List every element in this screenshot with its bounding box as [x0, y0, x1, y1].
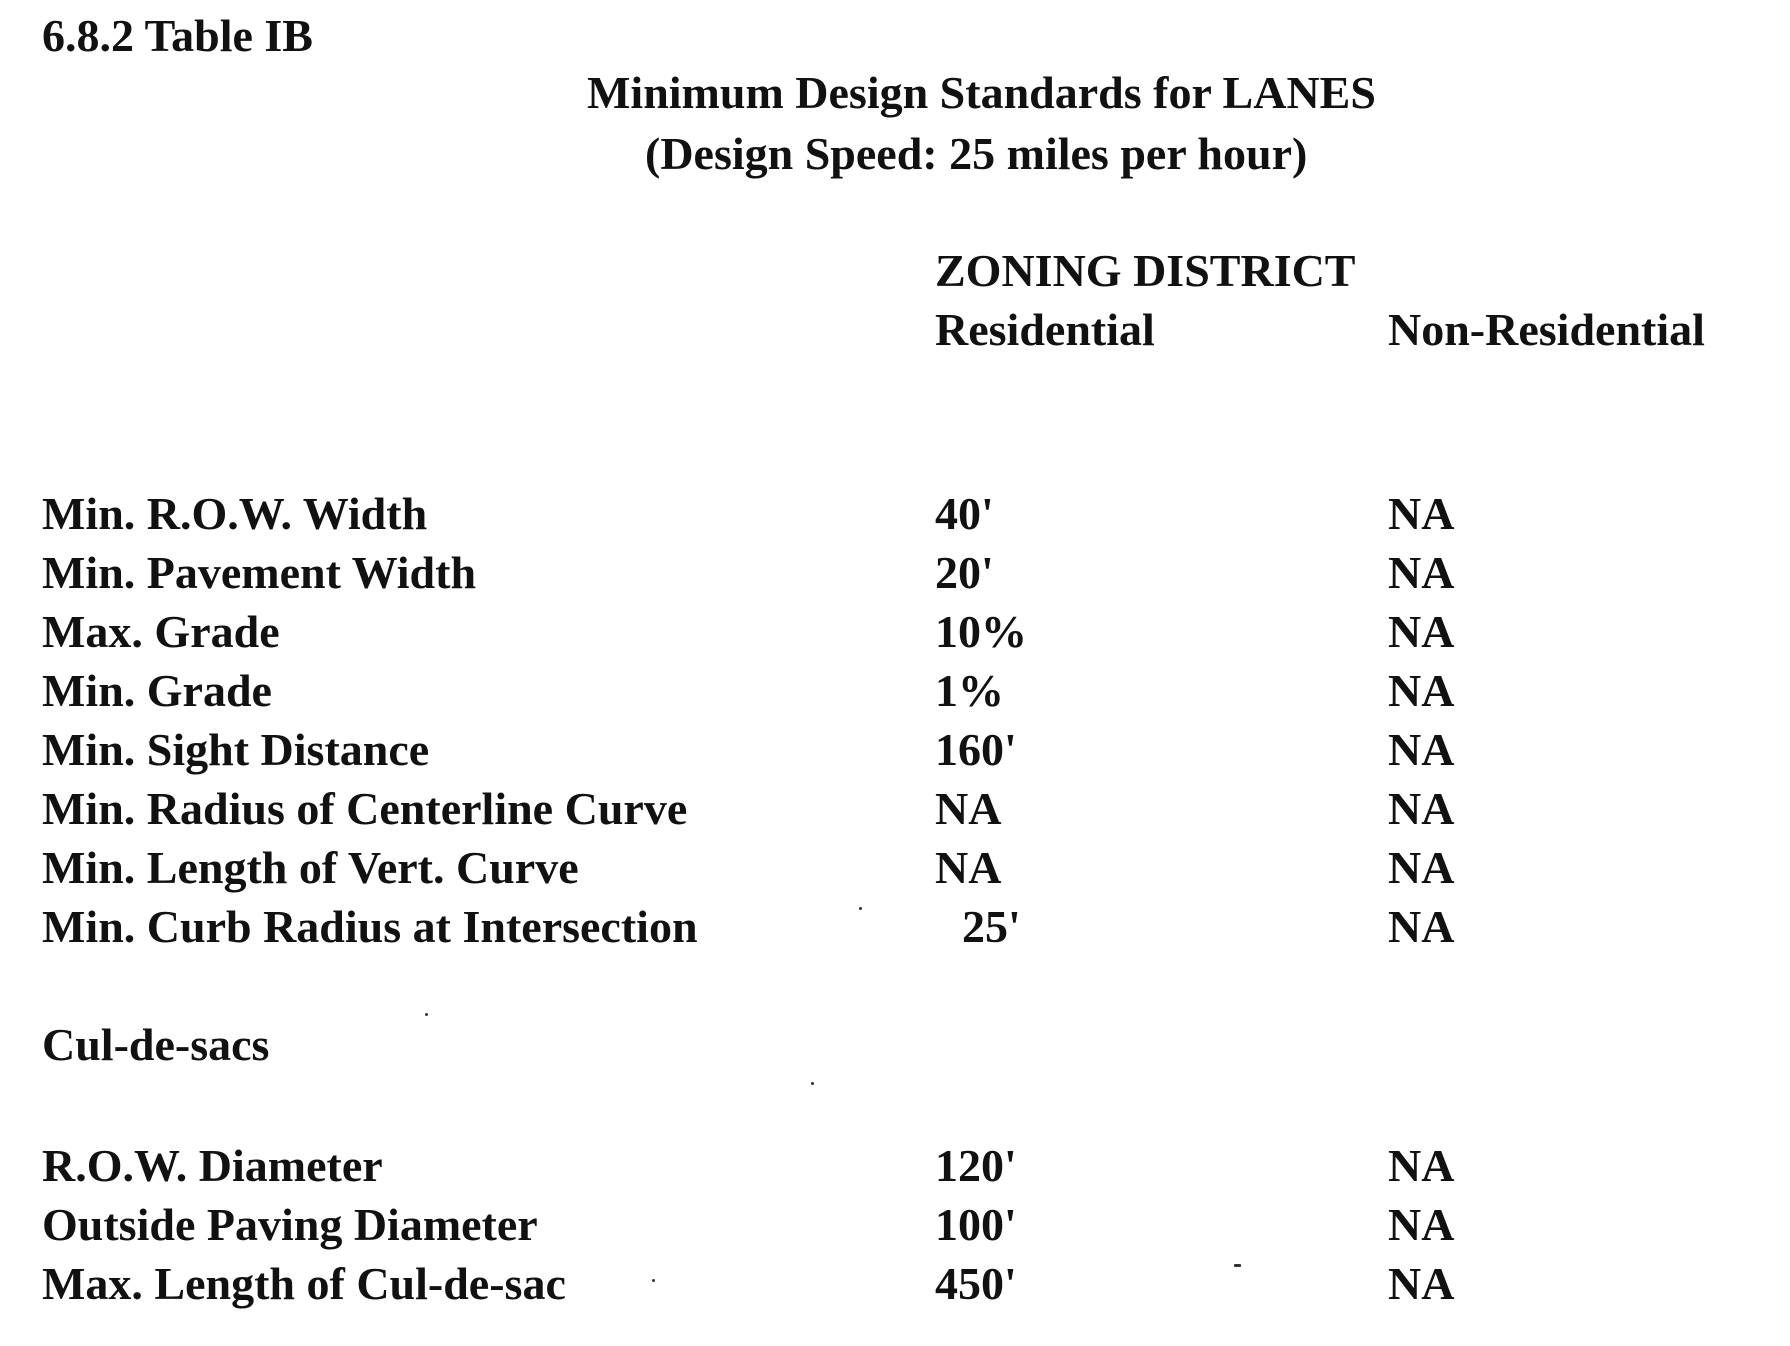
table-subtitle: (Design Speed: 25 miles per hour)	[645, 128, 1308, 179]
row-label: Min. Radius of Centerline Curve	[42, 783, 688, 834]
row-residential-value: 20'	[935, 547, 994, 598]
scan-speck	[859, 907, 862, 910]
row-non-residential-value: NA	[1388, 1140, 1455, 1191]
row-residential-value: 10%	[935, 606, 1027, 657]
row-label: Max. Length of Cul-de-sac	[42, 1258, 566, 1309]
row-residential-value: NA	[935, 842, 1002, 893]
column-header-residential: Residential	[935, 304, 1155, 355]
scan-speck	[425, 1013, 428, 1016]
row-non-residential-value: NA	[1388, 1199, 1455, 1250]
table-title: Minimum Design Standards for LANES	[587, 67, 1376, 118]
row-residential-value: 450'	[935, 1258, 1017, 1309]
row-non-residential-value: NA	[1388, 547, 1455, 598]
scan-speck	[652, 1279, 655, 1282]
row-label: Max. Grade	[42, 606, 280, 657]
row-non-residential-value: NA	[1388, 1258, 1455, 1309]
row-residential-value: 160'	[935, 724, 1017, 775]
row-residential-value: 120'	[935, 1140, 1017, 1191]
row-residential-value: 40'	[935, 488, 994, 539]
row-non-residential-value: NA	[1388, 488, 1455, 539]
row-label: Min. Sight Distance	[42, 724, 430, 775]
row-non-residential-value: NA	[1388, 606, 1455, 657]
column-header-non-residential: Non-Residential	[1388, 304, 1705, 355]
row-label: Min. Curb Radius at Intersection	[42, 901, 698, 952]
zoning-district-header: ZONING DISTRICT	[935, 245, 1356, 296]
row-label: Min. Pavement Width	[42, 547, 477, 598]
row-non-residential-value: NA	[1388, 783, 1455, 834]
row-residential-value: 1%	[935, 665, 1004, 716]
row-residential-value: 25'	[962, 901, 1021, 952]
row-residential-value: NA	[935, 783, 1002, 834]
scan-speck	[811, 1082, 814, 1085]
row-label: Min. R.O.W. Width	[42, 488, 428, 539]
row-non-residential-value: NA	[1388, 901, 1455, 952]
row-label: Outside Paving Diameter	[42, 1199, 538, 1250]
subsection-title: Cul-de-sacs	[42, 1019, 270, 1070]
section-number: 6.8.2 Table IB	[42, 10, 313, 61]
row-label: Min. Length of Vert. Curve	[42, 842, 579, 893]
row-residential-value: 100'	[935, 1199, 1017, 1250]
row-label: Min. Grade	[42, 665, 272, 716]
row-label: R.O.W. Diameter	[42, 1140, 383, 1191]
row-non-residential-value: NA	[1388, 665, 1455, 716]
row-non-residential-value: NA	[1388, 842, 1455, 893]
row-non-residential-value: NA	[1388, 724, 1455, 775]
scan-speck	[1234, 1264, 1241, 1267]
